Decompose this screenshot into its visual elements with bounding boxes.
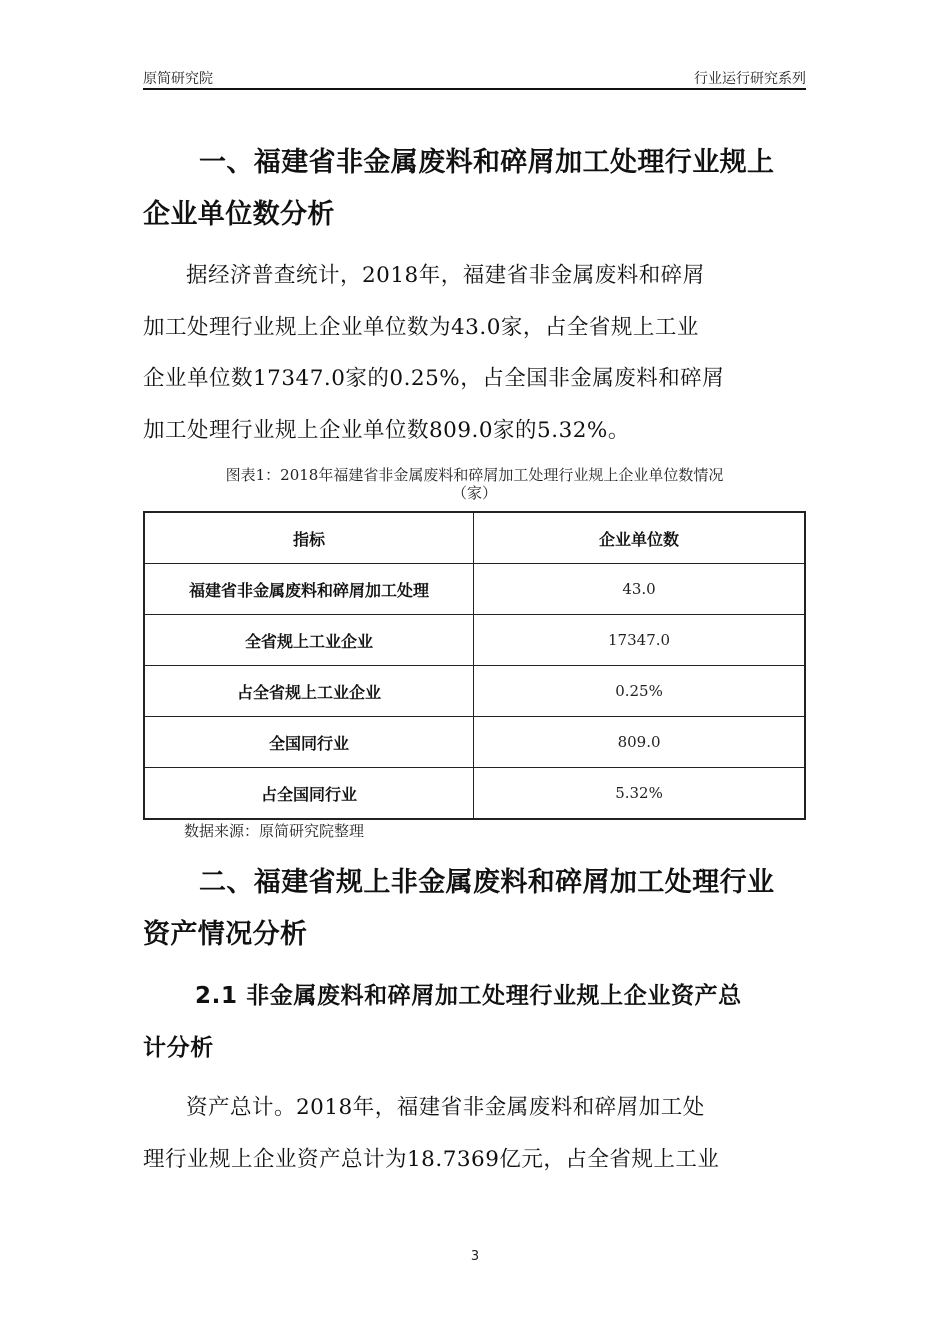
table-row xyxy=(144,768,805,820)
section1-heading-line2: 企业单位数分析 xyxy=(143,199,335,230)
table-header-row xyxy=(144,512,805,564)
section2-heading-text1: 二、福建省规上非金属废料和碎屑加工处理行业 xyxy=(199,867,775,898)
table-caption-line2: （家） xyxy=(451,484,497,502)
section1-paragraph xyxy=(143,250,806,456)
paragraph-line: 据经济普查统计，2018年，福建省非金属废料和碎屑 xyxy=(186,263,705,288)
row-value: 43.0 xyxy=(474,564,805,615)
paragraph-line: 加工处理行业规上企业单位数809.0家的5.32%。 xyxy=(143,417,630,443)
row-value: 5.32% xyxy=(474,768,805,820)
section2-paragraph xyxy=(143,1082,806,1185)
enterprise-count-table xyxy=(143,511,806,820)
paragraph-line: 企业单位数17347.0家的0.25%，占全国非金属废料和碎屑 xyxy=(143,366,725,391)
column-header-count: 企业单位数 xyxy=(474,512,805,564)
header-organization: 原简研究院 xyxy=(143,71,213,87)
page-number: 3 xyxy=(470,1249,480,1264)
header-series: 行业运行研究系列 xyxy=(694,71,806,87)
row-value: 17347.0 xyxy=(474,615,805,666)
table-row xyxy=(144,615,805,666)
table-row xyxy=(144,717,805,768)
section2-heading xyxy=(143,857,806,961)
table-row xyxy=(144,564,805,615)
section1-heading-text1: 一、福建省非金属废料和碎屑加工处理行业规上 xyxy=(199,147,775,178)
table-row xyxy=(144,666,805,717)
row-label: 全国同行业 xyxy=(144,717,474,768)
row-value: 809.0 xyxy=(474,717,805,768)
table-caption xyxy=(143,465,806,504)
section1-heading xyxy=(143,137,806,241)
subsection-2-1-heading xyxy=(143,970,806,1074)
table-caption-line1: 图表1：2018年福建省非金属废料和碎屑加工处理行业规上企业单位数情况 xyxy=(225,466,724,484)
row-label: 全省规上工业企业 xyxy=(144,615,474,666)
section2-heading-line2: 资产情况分析 xyxy=(143,919,308,950)
page-header xyxy=(143,66,806,90)
row-label: 福建省非金属废料和碎屑加工处理 xyxy=(144,564,474,615)
row-label: 占全省规上工业企业 xyxy=(144,666,474,717)
section2-heading-line1 xyxy=(143,857,806,909)
section1-heading-line1 xyxy=(143,137,806,189)
column-header-indicator: 指标 xyxy=(144,512,474,564)
row-value: 0.25% xyxy=(474,666,805,717)
paragraph-line: 加工处理行业规上企业单位数为43.0家，占全省规上工业 xyxy=(143,314,699,340)
paragraph-line: 资产总计。2018年，福建省非金属废料和碎屑加工处 xyxy=(186,1095,705,1120)
row-label: 占全国同行业 xyxy=(144,768,474,820)
subsection-heading-line1: 2.1 非金属废料和碎屑加工处理行业规上企业资产总 xyxy=(195,983,742,1009)
table-source-note: 数据来源：原简研究院整理 xyxy=(184,822,365,840)
subsection-heading-line2: 计分析 xyxy=(143,1035,214,1061)
paragraph-line: 理行业规上企业资产总计为18.7369亿元，占全省规上工业 xyxy=(143,1146,720,1172)
